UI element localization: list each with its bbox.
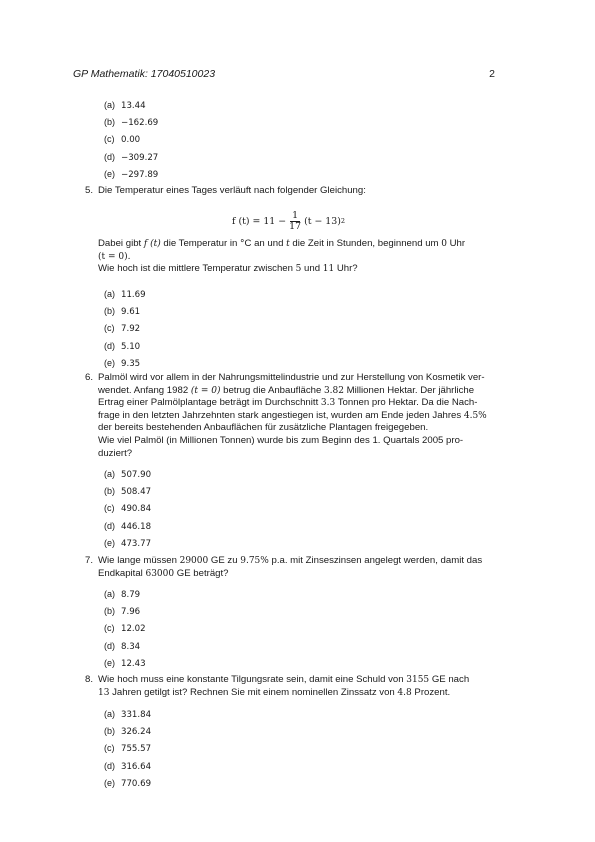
option-label: (b) bbox=[104, 117, 115, 128]
text-span: Wie lange müssen bbox=[98, 555, 180, 566]
option-label: (c) bbox=[104, 743, 115, 754]
option-value: 13.44 bbox=[121, 101, 146, 111]
option-value: 316.64 bbox=[121, 761, 152, 772]
q5-answer-options bbox=[104, 286, 146, 372]
option-label: (b) bbox=[104, 486, 115, 497]
math-span: 9.75% bbox=[240, 556, 269, 566]
formula-lhs: f (t) = 11 − bbox=[232, 215, 287, 227]
answer-option bbox=[104, 655, 146, 672]
answer-option bbox=[104, 775, 151, 792]
option-label: (c) bbox=[104, 323, 115, 334]
text-span: Palmöl wird vor allem in der Nahrungsmittelindustrie und zur Herstellung von Kosmetik ver- bbox=[98, 372, 485, 383]
question-number: 7. bbox=[85, 555, 94, 566]
option-value: 7.92 bbox=[121, 324, 141, 335]
temperature-formula bbox=[232, 204, 345, 238]
option-label: (d) bbox=[104, 151, 115, 162]
option-label: (e) bbox=[104, 657, 115, 668]
text-span: Uhr bbox=[446, 238, 466, 249]
answer-option bbox=[104, 638, 146, 655]
question-8 bbox=[85, 674, 495, 699]
math-span: 63000 bbox=[145, 568, 175, 579]
option-value: 12.02 bbox=[121, 624, 146, 635]
formula-exponent: 2 bbox=[340, 217, 346, 225]
text-span: GE beträgt? bbox=[174, 567, 229, 579]
answer-option bbox=[104, 500, 151, 517]
answer-option bbox=[104, 338, 146, 355]
math-span: (t = 0) bbox=[190, 385, 221, 396]
option-label: (e) bbox=[104, 357, 115, 368]
answer-option bbox=[104, 286, 146, 303]
text-span: GE zu bbox=[208, 555, 241, 566]
document-title: GP Mathematik: 17040510023 bbox=[73, 68, 216, 80]
text-span: Prozent. bbox=[411, 686, 451, 698]
question-intro: Die Temperatur eines Tages verläuft nach folgender Gleichung: bbox=[98, 185, 366, 196]
math-span: 0 bbox=[441, 239, 447, 249]
answer-option bbox=[104, 483, 151, 500]
answer-option bbox=[104, 758, 151, 775]
option-label: (a) bbox=[104, 709, 115, 719]
fraction-numerator: 1 bbox=[292, 209, 299, 221]
text-span: Endkapital bbox=[98, 567, 146, 579]
option-value: 446.18 bbox=[121, 521, 152, 532]
option-label: (b) bbox=[104, 726, 115, 737]
answer-option bbox=[104, 586, 146, 603]
question-number: 5. bbox=[85, 185, 94, 196]
text-span: p.a. mit Zinseszinsen angelegt werden, damit das bbox=[268, 555, 483, 566]
text-span: Wie hoch muss eine konstante Tilgungsrate sein, damit eine Schuld von bbox=[98, 674, 407, 685]
option-value: 473.77 bbox=[121, 538, 152, 549]
prev-answer-options bbox=[104, 97, 158, 183]
question-5-text bbox=[85, 238, 495, 276]
math-span: 4.5% bbox=[463, 410, 487, 421]
math-span: 3155 bbox=[406, 675, 430, 685]
option-value: 9.35 bbox=[121, 358, 141, 369]
option-value: −162.69 bbox=[121, 118, 159, 129]
option-value: 9.61 bbox=[121, 307, 141, 318]
math-span: 29000 bbox=[179, 556, 209, 566]
text-span: frage in den letzten Jahrzehnten stark angestiegen ist, wurden am Ende jeden Jahres bbox=[98, 409, 464, 421]
option-value: 5.10 bbox=[121, 341, 141, 352]
question-description bbox=[98, 372, 495, 435]
math-span: 3.82 bbox=[323, 385, 344, 396]
option-value: 490.84 bbox=[121, 504, 152, 515]
option-label: (d) bbox=[104, 520, 115, 531]
option-label: (e) bbox=[104, 168, 115, 179]
option-label: (a) bbox=[104, 589, 115, 599]
formula-rhs: (t − 13) bbox=[304, 215, 341, 227]
option-label: (b) bbox=[104, 606, 115, 617]
math-span: f (t) bbox=[143, 239, 161, 249]
option-value: −309.27 bbox=[121, 152, 159, 163]
text-span: Dabei gibt bbox=[98, 238, 144, 249]
question-7 bbox=[85, 555, 495, 580]
math-span: (t = 0). bbox=[98, 251, 131, 262]
answer-option bbox=[104, 131, 158, 148]
text-span: Tonnen pro Hektar. Da die Nach- bbox=[335, 397, 478, 409]
answer-option bbox=[104, 466, 151, 483]
text-span: wendet. Anfang 1982 bbox=[98, 384, 191, 396]
option-label: (e) bbox=[104, 777, 115, 788]
answer-option bbox=[104, 166, 158, 183]
answer-option bbox=[104, 740, 151, 757]
text-span: betrug die Anbaufläche bbox=[220, 384, 324, 396]
math-span: t bbox=[286, 239, 290, 249]
option-label: (c) bbox=[104, 623, 115, 634]
text-span: die Temperatur in bbox=[160, 238, 240, 249]
text-span: Jahren getilgt ist? Rechnen Sie mit einem nominellen Zinssatz von bbox=[109, 686, 398, 698]
option-value: 11.69 bbox=[121, 290, 146, 300]
question-number: 6. bbox=[85, 372, 94, 383]
formula-fraction bbox=[289, 211, 301, 232]
option-value: 507.90 bbox=[121, 470, 152, 480]
answer-option bbox=[104, 114, 158, 131]
text-span: Wie viel Palmöl (in Millionen Tonnen) wurde bis zum Beginn des 1. Quartals 2005 pro- bbox=[98, 434, 464, 446]
text-span: C an und bbox=[244, 238, 287, 249]
option-value: 770.69 bbox=[121, 778, 152, 789]
page-header bbox=[73, 68, 495, 82]
answer-option bbox=[104, 620, 146, 637]
text-span: GE nach bbox=[429, 674, 470, 685]
answer-option bbox=[104, 355, 146, 372]
question-6 bbox=[85, 372, 495, 460]
math-span: ° bbox=[240, 239, 245, 249]
answer-option bbox=[104, 97, 158, 114]
option-label: (a) bbox=[104, 289, 115, 299]
q6-answer-options bbox=[104, 466, 151, 552]
option-label: (a) bbox=[104, 100, 115, 110]
answer-option bbox=[104, 149, 158, 166]
option-label: (d) bbox=[104, 760, 115, 771]
text-span: duziert? bbox=[98, 447, 133, 459]
option-label: (a) bbox=[104, 469, 115, 479]
question-5 bbox=[85, 185, 495, 198]
q7-answer-options bbox=[104, 586, 146, 672]
answer-option bbox=[104, 706, 151, 723]
question-number: 8. bbox=[85, 674, 94, 685]
math-span: 11 bbox=[322, 264, 335, 275]
math-span: 4.8 bbox=[397, 687, 412, 698]
question-description bbox=[98, 555, 495, 580]
question-prompt bbox=[98, 263, 495, 276]
text-span: Wie hoch ist die mittlere Temperatur zwischen bbox=[98, 263, 296, 275]
page-number: 2 bbox=[489, 68, 495, 80]
text-span: Uhr? bbox=[334, 263, 358, 275]
option-value: 12.43 bbox=[121, 658, 146, 669]
fraction-denominator: 17 bbox=[289, 220, 302, 232]
option-label: (d) bbox=[104, 340, 115, 351]
option-value: −297.89 bbox=[121, 169, 159, 180]
text-span: und bbox=[301, 263, 323, 275]
text-span: der bereits bestehenden Anbauflächen für zusätzliche Plantagen freigegeben. bbox=[98, 422, 429, 434]
question-description bbox=[98, 238, 495, 263]
text-span: Ertrag einer Palmölplantage beträgt im Durchschnitt bbox=[98, 397, 321, 409]
answer-option bbox=[104, 723, 151, 740]
option-value: 0.00 bbox=[121, 135, 141, 146]
option-label: (e) bbox=[104, 537, 115, 548]
q8-answer-options bbox=[104, 706, 151, 792]
option-value: 7.96 bbox=[121, 607, 141, 618]
option-value: 755.57 bbox=[121, 744, 152, 755]
option-value: 326.24 bbox=[121, 727, 152, 738]
answer-option bbox=[104, 535, 151, 552]
answer-option bbox=[104, 603, 146, 620]
option-label: (b) bbox=[104, 306, 115, 317]
option-value: 508.47 bbox=[121, 487, 152, 498]
math-span: 13 bbox=[98, 687, 110, 698]
answer-option bbox=[104, 303, 146, 320]
option-label: (c) bbox=[104, 503, 115, 514]
option-value: 8.34 bbox=[121, 641, 141, 652]
option-label: (c) bbox=[104, 134, 115, 145]
text-span: die Zeit in Stunden, beginnend um bbox=[289, 238, 442, 249]
math-span: 3.3 bbox=[320, 398, 336, 409]
option-value: 8.79 bbox=[121, 590, 141, 600]
text-span: Millionen Hektar. Der jährliche bbox=[344, 384, 475, 396]
option-label: (d) bbox=[104, 640, 115, 651]
question-prompt bbox=[98, 435, 495, 460]
answer-option bbox=[104, 320, 146, 337]
question-description bbox=[98, 674, 495, 699]
math-span: 5 bbox=[295, 264, 302, 275]
option-value: 331.84 bbox=[121, 710, 152, 720]
answer-option bbox=[104, 518, 151, 535]
